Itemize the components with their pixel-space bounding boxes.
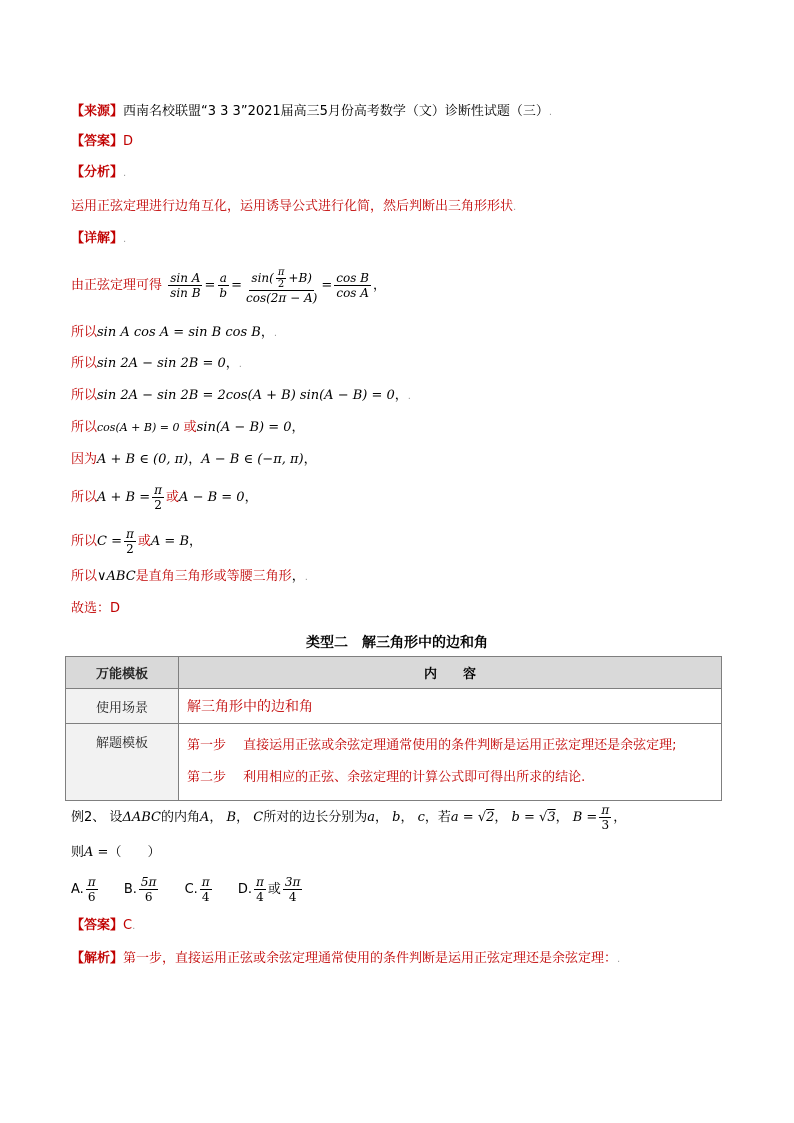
- source-tag: 【来源】: [71, 104, 124, 119]
- step-1: 由正弦定理可得 $\frac{\text{sin A}}{\text{sin B}}$ = $\frac{a}{b}$ = sin( $\frac{\pi}{2}$ +B) cos(2π − A) = $\frac{\text{cos B}}{\text{cos A}}$ ，: [71, 266, 387, 305]
- step-5: 所以cos(A + B) = 0 或sin(A − B) = 0，: [71, 420, 305, 435]
- step-1-prefix: 由正弦定理可得: [71, 278, 163, 293]
- template-step-1: 第一步 直接运用正弦或余弦定理通常使用的条件判断是运用正弦定理还是余弦定理;: [187, 738, 677, 753]
- source-line: 【来源】西南名校联盟“3 3 3”2021届高三5月份高考数学（文）诊断性试题（三）.: [71, 104, 553, 119]
- step-9-prefix: 所以: [71, 569, 98, 584]
- step-8-prefix: 所以: [71, 534, 98, 549]
- source-text: 西南名校联盟“3 3 3”2021届高三5月份高考数学（文）诊断性试题（三）: [123, 104, 549, 119]
- analysis-text: 运用正弦定理进行边角互化，运用诱导公式进行化简，然后判断出三角形形状.: [71, 199, 517, 214]
- step-4-prefix: 所以: [71, 388, 98, 403]
- template-method-steps: [179, 724, 722, 801]
- step-8-or: 或: [137, 534, 151, 549]
- answer-value: D: [123, 134, 134, 149]
- conclusion: 故选：D: [71, 601, 121, 616]
- section-title: 类型二 解三角形中的边和角: [306, 635, 488, 651]
- template-method-label: 解题模板: [66, 724, 179, 801]
- analysis-tag: 【分析】: [71, 165, 124, 180]
- answer-line: [71, 133, 133, 151]
- example-text-2: 的内角: [160, 810, 200, 825]
- analysis-tag-line: 【分析】.: [71, 165, 127, 180]
- step-2-prefix: 所以: [71, 325, 98, 340]
- example-line: 例2、 设ΔABC的内角A， B， C所对的边长分别为a， b， c，若a = √2， b = √3， B = $\frac{\pi}{3}$ ，: [71, 803, 627, 832]
- options-line: [71, 872, 324, 908]
- detail-tag: 【详解】: [71, 231, 124, 246]
- option-d[interactable]: D. $\frac{\pi}{4}$ 或 $\frac{3\pi}{4}$: [237, 875, 301, 904]
- step-5-or: 或: [183, 420, 197, 435]
- example-text-4: ，若: [424, 810, 451, 825]
- example-text-3: 所对的边长分别为: [263, 810, 368, 825]
- template-step-2: 第二步 利用相应的正弦、余弦定理的计算公式即可得出所求的结论.: [187, 770, 586, 785]
- example-ask-text: 则: [71, 845, 85, 860]
- answer-2-tag: 【答案】: [71, 918, 124, 933]
- step-7-prefix: 所以: [71, 490, 98, 505]
- solution-line: 【解析】第一步，直接运用正弦或余弦定理通常使用的条件判断是运用正弦定理还是余弦定理：.: [71, 951, 621, 966]
- step-3: 所以sin 2A − sin 2B = 0，.: [71, 356, 242, 371]
- answer-2-value: C: [123, 918, 133, 933]
- step-8: 所以C = $\frac{\pi}{2}$ 或A = B，: [71, 527, 203, 556]
- template-scene-row: [66, 689, 722, 724]
- template-header-row: [66, 657, 722, 689]
- template-method-row: [66, 724, 722, 801]
- option-a[interactable]: A. $\frac{\pi}{6}$: [71, 875, 96, 904]
- solution-tag: 【解析】: [71, 951, 124, 966]
- template-table: [65, 656, 722, 801]
- example-ask: 则A =（ ）: [71, 845, 161, 860]
- step-5-prefix: 所以: [71, 420, 98, 435]
- template-header-right: 内 容: [179, 657, 722, 689]
- answer-2-line: 【答案】C.: [71, 918, 136, 933]
- step-7: 所以A + B = $\frac{\pi}{2}$ 或A − B = 0，: [71, 483, 258, 512]
- step-7-or: 或: [166, 490, 180, 505]
- solution-text: 第一步，直接运用正弦或余弦定理通常使用的条件判断是运用正弦定理还是余弦定理：: [123, 951, 618, 966]
- option-c[interactable]: C. $\frac{\pi}{4}$: [184, 875, 210, 904]
- template-header-left: 万能模板: [66, 657, 179, 689]
- example-label: 例2、: [71, 810, 106, 825]
- template-scene-label: 使用场景: [66, 689, 179, 724]
- analysis-content: 运用正弦定理进行边角互化，运用诱导公式进行化简，然后判断出三角形形状: [71, 199, 514, 214]
- step-4: 所以sin 2A − sin 2B = 2cos(A + B) sin(A − B) = 0，.: [71, 388, 411, 403]
- step-9-text: 是直角三角形或等腰三角形: [135, 569, 292, 584]
- step-9: 所以∨ABC是直角三角形或等腰三角形，.: [71, 569, 308, 584]
- step-6-prefix: 因为: [71, 452, 98, 467]
- option-b[interactable]: B. $\frac{5\pi}{6}$: [123, 875, 157, 904]
- detail-tag-line: 【详解】.: [71, 231, 127, 246]
- step-6: 因为A + B ∈ (0, π)，A − B ∈ (−π, π)，: [71, 452, 317, 467]
- step-2: 所以sin A cos A = sin B cos B，.: [71, 325, 278, 340]
- step-3-prefix: 所以: [71, 356, 98, 371]
- answer-tag: 【答案】: [71, 134, 124, 149]
- template-scene-value: 解三角形中的边和角: [179, 689, 722, 724]
- example-text-1: 设: [109, 810, 123, 825]
